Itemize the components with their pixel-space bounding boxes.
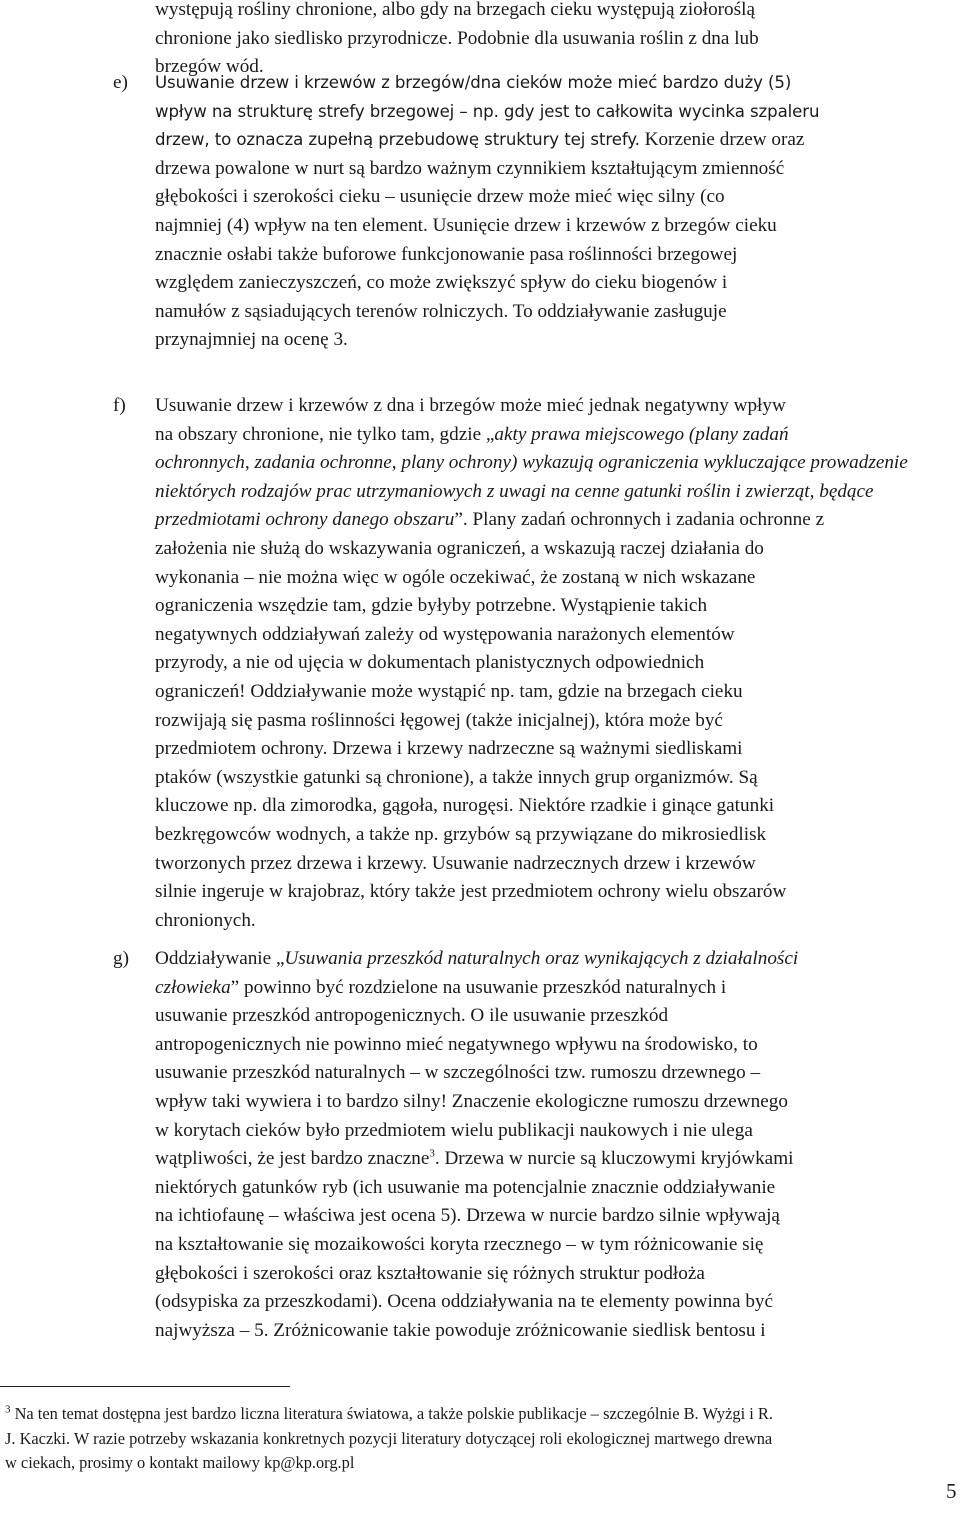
footnote-divider <box>0 1386 290 1387</box>
list-item-g <box>155 945 955 1345</box>
text-line: znacznie osłabi także buforowe funkcjonowanie pasa roślinności brzegowej <box>155 243 738 265</box>
text-line: bezkręgowców wodnych, a także np. grzybów są przywiązane do mikrosiedlisk <box>155 823 767 845</box>
text-line: na ichtiofaunę – właściwa jest ocena 5). Drzewa w nurcie bardzo silnie wpływają <box>155 1205 780 1227</box>
italic-span: niektórych rodzajów prac utrzymaniowych z uwagi na cenne gatunki roślin i zwierząt, będące <box>155 480 874 502</box>
italic-span: Usuwania przeszkód naturalnych oraz wynikających z działalności <box>284 948 799 969</box>
page-number: 5 <box>946 1479 957 1503</box>
text-line: rozwijają się pasma roślinności łęgowej (także inicjalnej), która może być <box>155 709 723 731</box>
text-span: ” powinno być rozdzielone na usuwanie przeszkód naturalnych i <box>230 976 727 998</box>
text-span: Oddziaływanie „ <box>155 948 285 969</box>
text-line: wpływ na strukturę strefy brzegowej – np. gdy jest to całkowita wycinka szpaleru <box>155 101 820 121</box>
text-span: na obszary chronione, nie tylko tam, gdzie „ <box>155 423 495 445</box>
text-span: wątpliwości, że jest bardzo znaczne <box>155 1148 430 1170</box>
text-span: drzew, to oznacza zupełną przebudowę struktury tej strefy. <box>155 130 640 150</box>
text-line: najwyższa – 5. Zróżnicowanie takie powoduje zróżnicowanie siedlisk bentosu i <box>155 1319 766 1341</box>
text-span: namułów z sąsiadujących terenów rolniczych. <box>155 300 509 322</box>
text-line: przynajmniej na ocenę 3. <box>155 329 348 351</box>
text-line: założenia nie służą do wskazywania ograniczeń, a wskazują raczej działania do <box>155 537 764 559</box>
text-line: ptaków (wszystkie gatunki są chronione), a także innych grup organizmów. Są <box>155 766 758 788</box>
footnote <box>5 1402 955 1476</box>
text-line: przyrody, a nie od ujęcia w dokumentach planistycznych odpowiednich <box>155 652 705 674</box>
text-line: Usuwanie drzew i krzewów z brzegów/dna cieków może mieć bardzo duży (5) <box>155 73 792 92</box>
list-item-e <box>155 69 955 355</box>
footnote-number: 3 <box>5 1403 11 1416</box>
text-line: negatywnych oddziaływań zależy od występowania narażonych elementów <box>155 623 735 645</box>
text-span: najmniej (4) wpływ na ten element. <box>155 214 428 236</box>
text-line: w ciekach, prosimy o kontakt mailowy kp@kp.org.pl <box>5 1453 355 1472</box>
text-line: ograniczenia wszędzie tam, gdzie byłyby potrzebne. Wystąpienie takich <box>155 595 708 617</box>
text-line: (odsypiska za przeszkodami). Ocena oddziaływania na te elementy powinna być <box>155 1291 774 1313</box>
text-span: To oddziaływanie zasługuje <box>508 300 727 322</box>
text-line: przedmiotem ochrony. Drzewa i krzewy nadrzeczne są ważnymi siedliskami <box>155 738 743 760</box>
text-line: kluczowe np. dla zimorodka, gągoła, nurogęsi. Niektóre rzadkie i ginące gatunki <box>155 795 775 817</box>
list-marker-e: e) <box>113 72 128 93</box>
text-line: chronione jako siedlisko przyrodnicze. Podobnie dla usuwania roślin z dna lub <box>155 27 759 49</box>
text-line: usuwanie przeszkód naturalnych – w szczególności tzw. rumoszu drzewnego – <box>155 1062 761 1084</box>
italic-span: przedmiotami ochrony danego obszaru <box>155 509 455 531</box>
text-line: chronionych. <box>155 909 256 931</box>
text-line: ograniczeń! Oddziaływanie może wystąpić np. tam, gdzie na brzegach cieku <box>155 680 743 702</box>
text-line: głębokości i szerokości cieku – usunięcie drzew może mieć więc silny (co <box>155 186 725 208</box>
text-span: . Drzewa w nurcie są kluczowymi kryjówkami <box>434 1148 794 1170</box>
text-line: występują rośliny chronione, albo gdy na brzegach cieku występują ziołoroślą <box>155 0 755 20</box>
text-span: Usunięcie drzew i krzewów z brzegów cieku <box>427 214 777 236</box>
list-item-f <box>155 392 955 935</box>
italic-span: ochronnych, zadania ochronne, plany ochrony) wykazują ograniczenia wykluczające prowadzenie <box>155 452 908 474</box>
text-line: Usuwanie drzew i krzewów z dna i brzegów może mieć jednak negatywny wpływ <box>155 395 786 416</box>
text-line: w korytach cieków było przedmiotem wielu publikacji naukowych i nie ulega <box>155 1119 753 1141</box>
footnote-ref: 3 <box>429 1147 435 1160</box>
text-line: brzegów wód. <box>155 56 264 78</box>
text-line: wpływ taki wywiera i to bardzo silny! Znaczenie ekologiczne rumoszu drzewnego <box>155 1090 788 1112</box>
text-line: niektórych gatunków ryb (ich usuwanie ma potencjalnie znacznie oddziaływanie <box>155 1176 776 1198</box>
text-line: względem zanieczyszczeń, co może zwiększyć spływ do cieku biogenów i <box>155 272 728 294</box>
italic-span: akty prawa miejscowego (plany zadań <box>494 423 789 445</box>
list-marker-g: g) <box>113 948 129 969</box>
text-span: ”. Plany zadań ochronnych i zadania ochronne z <box>454 509 825 531</box>
text-line: J. Kaczki. W razie potrzeby wskazania konkretnych pozycji literatury dotyczącej roli ekologicznej martwego drewna <box>5 1428 773 1448</box>
text-line: głębokości i szerokości oraz kształtowanie się różnych struktur podłoża <box>155 1262 705 1284</box>
text-line: antropogenicznych nie powinno mieć negatywnego wpływu na środowisko, to <box>155 1033 758 1055</box>
text-line: usuwanie przeszkód antropogenicznych. O ile usuwanie przeszkód <box>155 1005 669 1027</box>
text-line: tworzonych przez drzewa i krzewy. Usuwanie nadrzecznych drzew i krzewów <box>155 852 756 874</box>
italic-span: człowieka <box>155 976 231 998</box>
text-line: drzewa powalone w nurt są bardzo ważnym czynnikiem kształtującym zmienność <box>155 157 785 179</box>
text-line: silnie ingeruje w krajobraz, który także jest przedmiotem ochrony wielu obszarów <box>155 881 787 903</box>
text-span: Na ten temat dostępna jest bardzo liczna literatura światowa, a także polskie publikacje – szczególnie B. Wyżgi i R. <box>10 1404 773 1423</box>
text-line: na kształtowanie się mozaikowości koryta rzecznego – w tym różnicowanie się <box>155 1233 764 1255</box>
text-line: wykonania – nie można więc w ogóle oczekiwać, że zostaną w nich wskazane <box>155 566 756 588</box>
text-span: Korzenie drzew oraz <box>639 129 805 151</box>
list-marker-f: f) <box>113 395 126 416</box>
